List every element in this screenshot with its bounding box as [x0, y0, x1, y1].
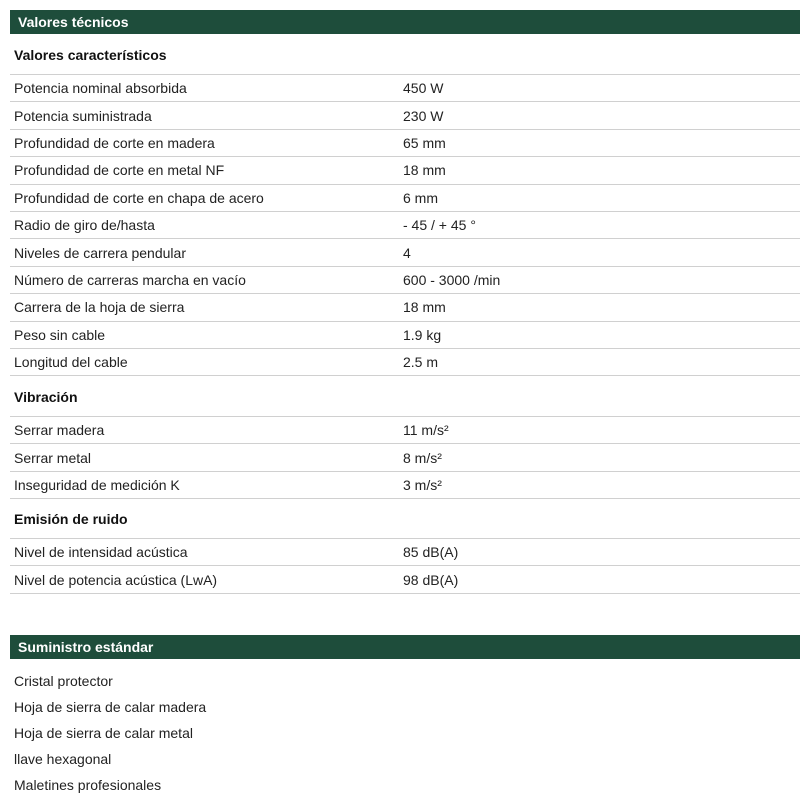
- table-row: [10, 539, 800, 566]
- table-row: [10, 212, 800, 239]
- vibration-table: [10, 416, 800, 499]
- table-row: [10, 239, 800, 266]
- row-label: Profundidad de corte en madera: [14, 134, 215, 151]
- row-label: Potencia suministrada: [14, 107, 152, 124]
- row-label: Carrera de la hoja de sierra: [14, 299, 185, 316]
- row-value: 8 m/s²: [403, 449, 442, 466]
- group-title-vibration: Vibración: [14, 389, 78, 405]
- list-item: Hoja de sierra de calar metal: [14, 725, 193, 741]
- table-row: [10, 157, 800, 184]
- row-value: 600 - 3000 /min: [403, 271, 501, 288]
- table-row: [10, 472, 800, 499]
- row-label: Potencia nominal absorbida: [14, 80, 187, 97]
- row-label: Niveles de carrera pendular: [14, 244, 186, 261]
- row-value: 4: [403, 244, 411, 261]
- row-value: 98 dB(A): [403, 571, 459, 588]
- row-label: Nivel de intensidad acústica: [14, 544, 188, 561]
- row-label: Serrar madera: [14, 422, 105, 439]
- row-value: - 45 / + 45 °: [403, 217, 476, 234]
- row-value: 6 mm: [403, 189, 438, 206]
- row-value: 2.5 m: [403, 354, 439, 371]
- row-value: 85 dB(A): [403, 544, 459, 561]
- list-item: Cristal protector: [14, 673, 113, 689]
- table-row: [10, 75, 800, 102]
- row-label: Peso sin cable: [14, 326, 106, 343]
- row-label: Longitud del cable: [14, 354, 128, 371]
- table-row: [10, 102, 800, 129]
- group-title-noise: Emisión de ruido: [14, 511, 128, 527]
- row-value: 1.9 kg: [403, 326, 442, 343]
- table-row: [10, 294, 800, 321]
- list-item: Maletines profesionales: [14, 777, 162, 793]
- table-row: [10, 322, 800, 349]
- row-label: Radio de giro de/hasta: [14, 217, 155, 234]
- row-value: 18 mm: [403, 299, 446, 316]
- technical-values-header: [10, 10, 800, 34]
- table-row: [10, 444, 800, 471]
- row-value: 65 mm: [403, 134, 446, 151]
- table-row: [10, 566, 800, 593]
- row-label: Serrar metal: [14, 449, 92, 466]
- table-row: [10, 349, 800, 376]
- technical-values-title: Valores técnicos: [18, 14, 129, 30]
- row-label: Número de carreras marcha en vacío: [14, 271, 246, 288]
- table-row: [10, 130, 800, 157]
- standard-supply-list: [14, 668, 206, 798]
- list-item: Hoja de sierra de calar madera: [14, 699, 207, 715]
- table-row: [10, 267, 800, 294]
- row-label: Nivel de potencia acústica (LwA): [14, 571, 218, 588]
- row-label: Profundidad de corte en metal NF: [14, 162, 225, 179]
- row-value: 3 m/s²: [403, 476, 442, 493]
- row-value: 11 m/s²: [403, 422, 449, 439]
- row-label: Inseguridad de medición K: [14, 476, 180, 493]
- list-item: llave hexagonal: [14, 751, 112, 767]
- table-row: [10, 417, 800, 444]
- row-value: 18 mm: [403, 162, 446, 179]
- characteristics-table: [10, 74, 800, 376]
- row-value: 450 W: [403, 80, 444, 97]
- noise-table: [10, 538, 800, 594]
- standard-supply-title: Suministro estándar: [18, 639, 154, 655]
- table-row: [10, 185, 800, 212]
- row-label: Profundidad de corte en chapa de acero: [14, 189, 264, 206]
- row-value: 230 W: [403, 107, 444, 124]
- standard-supply-header: [10, 635, 800, 659]
- group-title-characteristics: Valores característicos: [14, 47, 167, 63]
